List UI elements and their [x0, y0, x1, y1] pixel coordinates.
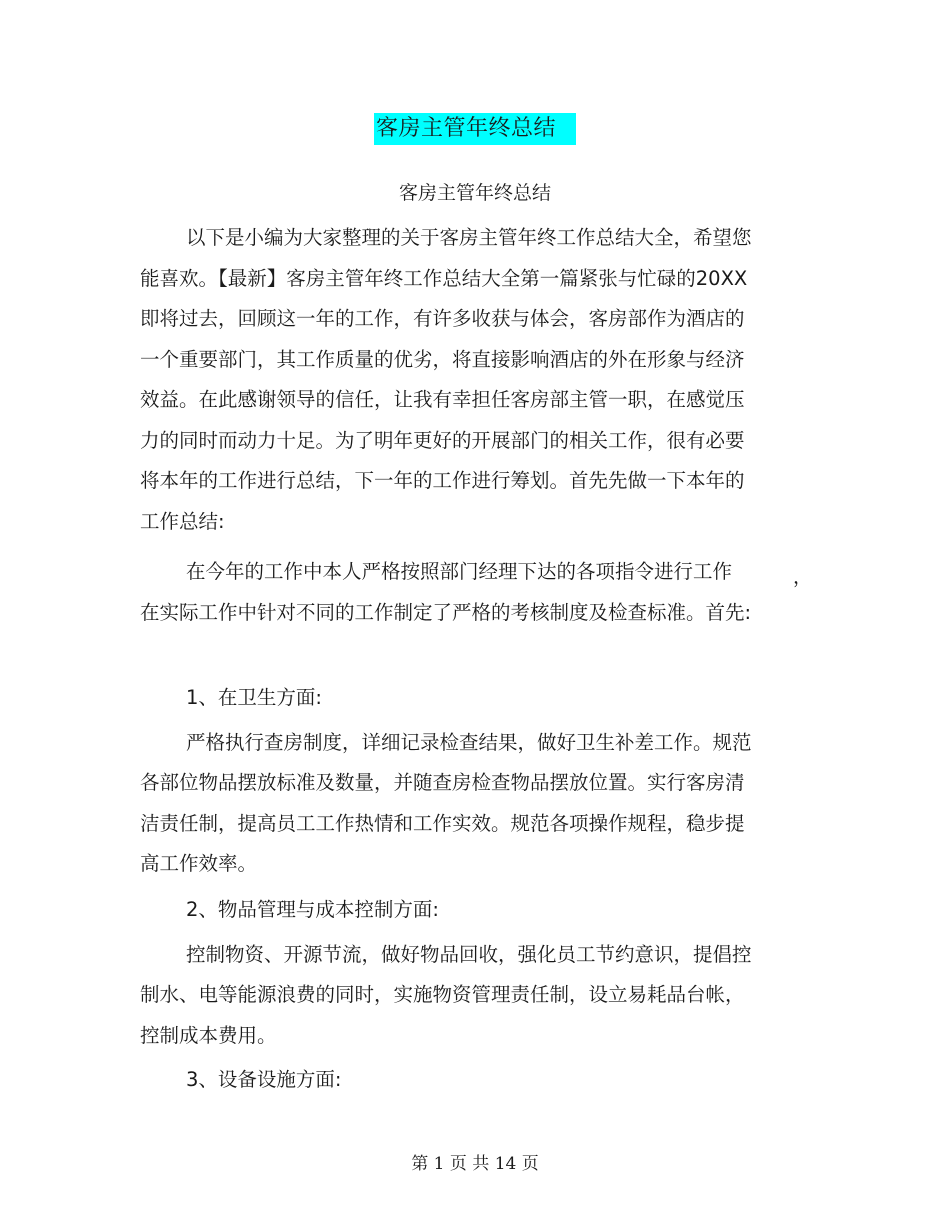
document-subtitle: 客房主管年终总结 — [398, 182, 551, 204]
section-facilities — [140, 1060, 760, 1101]
title-wrap — [0, 113, 950, 145]
stray-comma: ， — [793, 566, 813, 588]
instruction-block — [140, 552, 760, 633]
intro-paragraph: 以下是小编为大家整理的关于客房主管年终工作总结大全，希望您能喜欢。【最新】客房主管年终工作总结大全第一篇紧张与忙碌的20XX即将过去，回顾这一年的工作，有许多收获与体会，客房部作为酒店的一个重要部门，其工作质量的优劣，将直接影响酒店的外在形象与经济效益。在此感谢领导的信任，让我有幸担任客房部主管一职，在感觉压力的同时而动力十足。为了明年更好的开展部门的相关工作，很有必要将本年的工作进行总结，下一年的工作进行筹划。首先先做一下本年的工作总结: — [140, 226, 752, 533]
section-body-cost: 控制物资、开源节流，做好物品回收，强化员工节约意识，提倡控制水、电等能源浪费的同时，实施物资管理责任制，设立易耗品台帐，控制成本费用。 — [140, 942, 752, 1047]
section-heading-cost: 2、物品管理与成本控制方面: — [186, 898, 439, 921]
section-heading-facilities: 3、设备设施方面: — [186, 1068, 342, 1091]
intro-block — [140, 218, 760, 542]
section-cost — [140, 890, 760, 1056]
document-title: 客房主管年终总结 — [374, 113, 576, 145]
section-hygiene — [140, 678, 760, 885]
page-footer: 第 1 页 共 14 页 — [411, 1154, 539, 1174]
instruction-paragraph: 在今年的工作中本人严格按照部门经理下达的各项指令进行工作 — [186, 560, 733, 583]
section-heading-hygiene: 1、在卫生方面: — [186, 686, 322, 709]
instruction-continuation: 在实际工作中针对不同的工作制定了严格的考核制度及检查标准。首先: — [140, 600, 752, 624]
section-body-hygiene: 严格执行查房制度，详细记录检查结果，做好卫生补差工作。规范各部位物品摆放标准及数量，并随查房检查物品摆放位置。实行客房清洁责任制，提高员工工作热情和工作实效。规范各项操作规程，稳步提高工作效率。 — [140, 730, 752, 875]
